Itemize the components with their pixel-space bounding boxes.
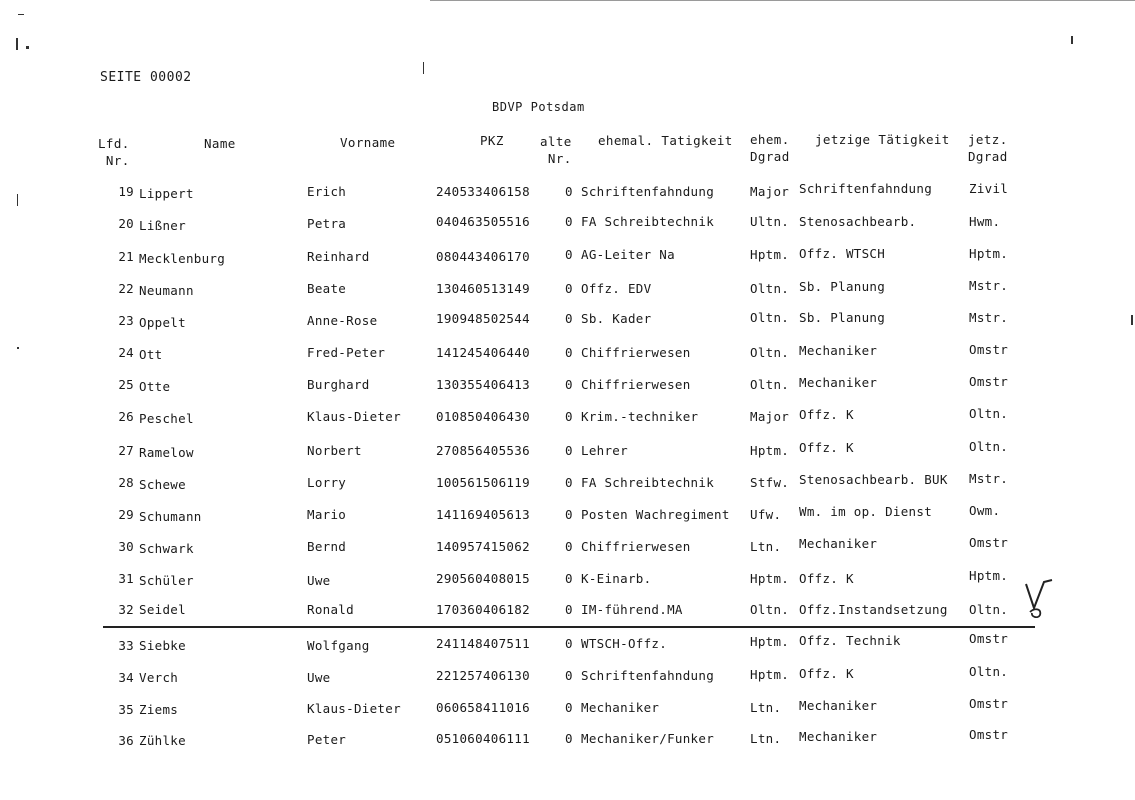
table-row [0, 696, 1135, 720]
cell-pkz: 290560408015 [436, 571, 530, 586]
cell-ehem-dgrad: Major [750, 409, 790, 424]
cell-ehemal-taetigkeit: FA Schreibtechnik [581, 475, 715, 490]
table-row [0, 471, 1135, 495]
cell-vorname: Lorry [307, 475, 347, 490]
cell-vorname: Uwe [307, 573, 331, 588]
header-alte-nr: alte Nr. [540, 134, 572, 166]
cell-vorname: Fred-Peter [307, 345, 386, 360]
cell-jetz-dgrad: Omstr [969, 727, 1009, 742]
cell-jetzige-taetigkeit: Offz. K [799, 407, 854, 422]
cell-ehem-dgrad: Oltn. [750, 310, 790, 325]
cell-vorname: Uwe [307, 670, 331, 685]
cell-jetzige-taetigkeit: Offz. K [799, 571, 854, 586]
cell-pkz: 060658411016 [436, 700, 530, 715]
cell-nr: 36 [118, 733, 134, 748]
cell-pkz: 100561506119 [436, 475, 530, 490]
cell-alte-nr: 0 [565, 636, 573, 651]
cell-name: Ziems [139, 702, 179, 717]
cell-jetzige-taetigkeit: Offz. K [799, 666, 854, 681]
table-row [0, 631, 1135, 654]
cell-ehem-dgrad: Oltn. [750, 345, 790, 360]
cell-jetz-dgrad: Omstr [969, 342, 1009, 357]
cell-ehem-dgrad: Oltn. [750, 377, 790, 392]
cell-jetz-dgrad: Omstr [969, 374, 1009, 389]
cell-ehem-dgrad: Major [750, 184, 790, 199]
scan-speck [26, 46, 29, 49]
cell-jetz-dgrad: Mstr. [969, 278, 1009, 293]
cell-jetz-dgrad: Zivil [969, 181, 1009, 196]
cell-pkz: 141169405613 [436, 507, 530, 522]
cell-jetzige-taetigkeit: Mechaniker [799, 343, 878, 358]
cell-nr: 22 [118, 281, 134, 296]
page-number: SEITE 00002 [100, 70, 192, 85]
cell-vorname: Mario [307, 507, 347, 522]
table-row [0, 278, 1135, 301]
cell-ehemal-taetigkeit: Sb. Kader [581, 311, 652, 326]
cell-alte-nr: 0 [565, 345, 573, 360]
cell-vorname: Wolfgang [307, 638, 370, 653]
cell-jetzige-taetigkeit: Sb. Planung [799, 310, 886, 325]
table-row [0, 535, 1135, 559]
header-ehemal-taetigkeit: ehemal. Tatigkeit [598, 133, 733, 148]
cell-ehemal-taetigkeit: IM-führend.MA [581, 602, 683, 617]
cell-nr: 26 [118, 409, 134, 424]
cell-jetzige-taetigkeit: Offz. K [799, 440, 854, 455]
cell-ehemal-taetigkeit: Posten Wachregiment [581, 507, 730, 522]
cell-name: Schewe [139, 477, 186, 492]
cell-nr: 21 [118, 249, 134, 264]
cell-jetz-dgrad: Oltn. [969, 439, 1009, 454]
cell-jetz-dgrad: Owm. [969, 503, 1001, 518]
cell-ehem-dgrad: Stfw. [750, 475, 790, 490]
header-jetz-dgrad: jetz. Dgrad [968, 132, 1008, 164]
cell-ehem-dgrad: Hptm. [750, 634, 790, 649]
cell-vorname: Burghard [307, 377, 370, 392]
table-row [0, 503, 1135, 527]
cell-nr: 31 [118, 571, 134, 586]
cell-jetz-dgrad: Omstr [969, 696, 1009, 711]
header-name: Name [204, 136, 236, 151]
cell-nr: 32 [118, 602, 134, 617]
table-row [0, 216, 1135, 236]
table-row [0, 181, 1135, 204]
cell-vorname: Beate [307, 281, 347, 296]
cell-ehem-dgrad: Hptm. [750, 667, 790, 682]
cell-ehemal-taetigkeit: Chiffrierwesen [581, 377, 691, 392]
cell-alte-nr: 0 [565, 184, 573, 199]
cell-alte-nr: 0 [565, 571, 573, 586]
cell-name: Mecklenburg [139, 251, 226, 266]
cell-vorname: Anne-Rose [307, 313, 378, 328]
cell-alte-nr: 0 [565, 602, 573, 617]
cell-nr: 19 [118, 184, 134, 199]
cell-alte-nr: 0 [565, 311, 573, 326]
cell-jetzige-taetigkeit: Offz. Technik [799, 633, 901, 648]
cell-nr: 30 [118, 539, 134, 554]
cell-ehemal-taetigkeit: Chiffrierwesen [581, 539, 691, 554]
cell-jetzige-taetigkeit: Stenosachbearb. BUK [799, 472, 948, 487]
cell-alte-nr: 0 [565, 443, 573, 458]
cell-jetz-dgrad: Hwm. [969, 214, 1001, 229]
cell-name: Peschel [139, 411, 194, 426]
header-ehem-dgrad: ehem. Dgrad [750, 132, 790, 164]
header-vorname: Vorname [340, 135, 396, 150]
separator-line [103, 626, 1035, 628]
cell-pkz: 080443406170 [436, 249, 530, 264]
cell-alte-nr: 0 [565, 700, 573, 715]
table-row [0, 246, 1135, 269]
cell-nr: 33 [118, 638, 134, 653]
cell-name: Schwark [139, 541, 194, 556]
cell-pkz: 190948502544 [436, 311, 530, 326]
scan-edge-line [430, 0, 1135, 1]
cell-name: Otte [139, 379, 171, 394]
cell-jetz-dgrad: Mstr. [969, 471, 1009, 486]
cell-vorname: Klaus-Dieter [307, 701, 401, 716]
cell-pkz: 130460513149 [436, 281, 530, 296]
cell-jetz-dgrad: Mstr. [969, 310, 1009, 325]
cell-pkz: 240533406158 [436, 184, 530, 199]
cell-ehemal-taetigkeit: Lehrer [581, 443, 628, 458]
cell-jetz-dgrad: Hptm. [969, 568, 1009, 583]
header-pkz: PKZ [480, 133, 504, 148]
table-row [0, 342, 1135, 365]
cell-ehem-dgrad: Hptm. [750, 443, 790, 458]
cell-jetzige-taetigkeit: Mechaniker [799, 698, 878, 713]
cell-pkz: 241148407511 [436, 636, 530, 651]
cell-ehem-dgrad: Ultn. [750, 214, 790, 229]
cell-alte-nr: 0 [565, 668, 573, 683]
scan-speck [423, 62, 424, 74]
cell-nr: 35 [118, 702, 134, 717]
cell-nr: 23 [118, 313, 134, 328]
scan-speck [1071, 36, 1073, 44]
cell-alte-nr: 0 [565, 475, 573, 490]
cell-jetzige-taetigkeit: Mechaniker [799, 536, 878, 551]
cell-nr: 27 [118, 443, 134, 458]
cell-ehem-dgrad: Ltn. [750, 539, 782, 554]
cell-jetzige-taetigkeit: Schriftenfahndung [799, 181, 933, 196]
cell-ehem-dgrad: Hptm. [750, 247, 790, 262]
cell-vorname: Reinhard [307, 249, 370, 264]
cell-ehem-dgrad: Hptm. [750, 571, 790, 586]
cell-name: Schumann [139, 509, 202, 524]
cell-jetz-dgrad: Omstr [969, 631, 1009, 646]
cell-nr: 29 [118, 507, 134, 522]
cell-name: Zühlke [139, 733, 186, 748]
table-row [0, 374, 1135, 397]
table-row [0, 406, 1135, 429]
cell-jetzige-taetigkeit: Offz. WTSCH [799, 246, 886, 261]
cell-nr: 25 [118, 377, 134, 392]
cell-ehemal-taetigkeit: Chiffrierwesen [581, 345, 691, 360]
cell-pkz: 010850406430 [436, 409, 530, 424]
cell-jetzige-taetigkeit: Wm. im op. Dienst [799, 504, 933, 519]
cell-jetz-dgrad: Oltn. [969, 664, 1009, 679]
cell-jetz-dgrad: Omstr [969, 535, 1009, 550]
cell-pkz: 040463505516 [436, 214, 530, 229]
cell-vorname: Peter [307, 732, 347, 747]
cell-nr: 34 [118, 670, 134, 685]
cell-name: Seidel [139, 602, 186, 617]
cell-pkz: 051060406111 [436, 731, 530, 746]
cell-name: Lippert [139, 186, 194, 201]
cell-ehemal-taetigkeit: WTSCH-Offz. [581, 636, 668, 651]
cell-alte-nr: 0 [565, 377, 573, 392]
cell-ehemal-taetigkeit: AG-Leiter Na [581, 247, 675, 262]
cell-ehemal-taetigkeit: Schriftenfahndung [581, 668, 715, 683]
cell-name: Verch [139, 670, 179, 685]
cell-vorname: Bernd [307, 539, 347, 554]
cell-pkz: 140957415062 [436, 539, 530, 554]
cell-jetzige-taetigkeit: Mechaniker [799, 375, 878, 390]
cell-ehem-dgrad: Ltn. [750, 731, 782, 746]
cell-name: Lißner [139, 218, 186, 233]
cell-ehemal-taetigkeit: Mechaniker/Funker [581, 731, 715, 746]
cell-name: Ott [139, 347, 163, 362]
cell-ehemal-taetigkeit: Offz. EDV [581, 281, 652, 296]
cell-alte-nr: 0 [565, 409, 573, 424]
cell-alte-nr: 0 [565, 507, 573, 522]
cell-ehem-dgrad: Ufw. [750, 507, 782, 522]
cell-alte-nr: 0 [565, 539, 573, 554]
cell-alte-nr: 0 [565, 281, 573, 296]
cell-alte-nr: 0 [565, 214, 573, 229]
cell-vorname: Norbert [307, 443, 362, 458]
cell-pkz: 130355406413 [436, 377, 530, 392]
cell-name: Oppelt [139, 315, 186, 330]
cell-pkz: 141245406440 [436, 345, 530, 360]
cell-ehem-dgrad: Oltn. [750, 602, 790, 617]
scan-speck [18, 14, 24, 15]
cell-vorname: Petra [307, 216, 347, 231]
table-row [0, 602, 1135, 622]
table-row [0, 310, 1135, 333]
cell-ehem-dgrad: Oltn. [750, 281, 790, 296]
document-title: BDVP Potsdam [492, 100, 585, 114]
table-row [0, 568, 1135, 591]
scan-speck [16, 38, 18, 50]
table-row [0, 727, 1135, 751]
cell-vorname: Erich [307, 184, 347, 199]
cell-ehem-dgrad: Ltn. [750, 700, 782, 715]
cell-ehemal-taetigkeit: Krim.-techniker [581, 409, 699, 424]
cell-pkz: 270856405536 [436, 443, 530, 458]
cell-jetzige-taetigkeit: Mechaniker [799, 729, 878, 744]
cell-ehemal-taetigkeit: FA Schreibtechnik [581, 214, 715, 229]
cell-jetz-dgrad: Oltn. [969, 602, 1009, 617]
cell-name: Neumann [139, 283, 194, 298]
cell-jetzige-taetigkeit: Offz.Instandsetzung [799, 602, 948, 617]
cell-vorname: Ronald [307, 602, 354, 617]
cell-jetz-dgrad: Oltn. [969, 406, 1009, 421]
cell-name: Schüler [139, 573, 194, 588]
cell-nr: 20 [118, 216, 134, 231]
cell-pkz: 221257406130 [436, 668, 530, 683]
cell-ehemal-taetigkeit: Schriftenfahndung [581, 184, 715, 199]
cell-jetzige-taetigkeit: Stenosachbearb. [799, 214, 917, 229]
cell-ehemal-taetigkeit: K-Einarb. [581, 571, 652, 586]
cell-name: Siebke [139, 638, 186, 653]
cell-vorname: Klaus-Dieter [307, 409, 401, 424]
header-jetzige-taetigkeit: jetzige Tätigkeit [815, 132, 950, 147]
cell-ehemal-taetigkeit: Mechaniker [581, 700, 660, 715]
handwritten-check-mark [1022, 578, 1056, 618]
header-lfd-nr: Lfd. Nr. [98, 136, 130, 168]
cell-jetz-dgrad: Hptm. [969, 246, 1009, 261]
table-row [0, 439, 1135, 463]
cell-alte-nr: 0 [565, 247, 573, 262]
cell-jetzige-taetigkeit: Sb. Planung [799, 279, 886, 294]
cell-nr: 24 [118, 345, 134, 360]
cell-pkz: 170360406182 [436, 602, 530, 617]
table-row [0, 664, 1135, 687]
cell-alte-nr: 0 [565, 731, 573, 746]
cell-name: Ramelow [139, 445, 194, 460]
cell-nr: 28 [118, 475, 134, 490]
